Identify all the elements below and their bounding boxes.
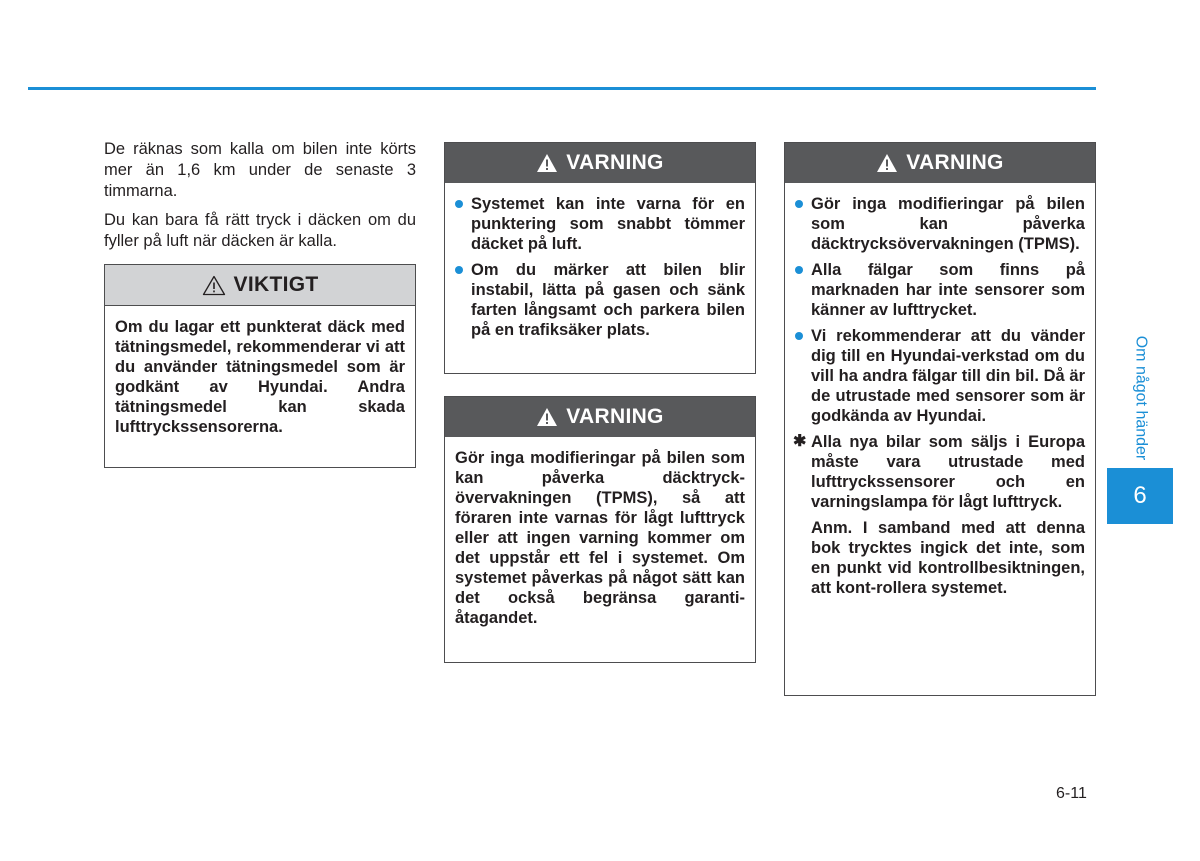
caution-triangle-outline-icon [202, 275, 226, 296]
asterisk-icon: ✱ [793, 433, 807, 450]
warning-body [785, 183, 1095, 608]
remark-text: Anm. I samband med att denna bok trycktes ingick det inte, som en punkt vid kontrollbesiktningen, att kont-rollera systemet. [811, 519, 1085, 597]
star-note [795, 432, 1085, 512]
important-box [104, 264, 416, 468]
warning-title: VARNING [566, 151, 664, 174]
warning-body [445, 183, 755, 356]
warning-triangle-icon [536, 153, 558, 173]
warning-bullet: Om du märker att bilen blir instabil, lätta på gasen och sänk farten långsamt och parkera bilen på en trafiksäker plats. [455, 260, 745, 340]
page-number: 6-11 [1056, 785, 1087, 802]
warning-box [784, 142, 1096, 696]
warning-triangle-icon [876, 153, 898, 173]
warning-bullet: Gör inga modifieringar på bilen som kan påverka däcktrycksövervakningen (TPMS). [795, 194, 1085, 254]
warning-header [445, 143, 755, 183]
warning-bullet: Alla fälgar som finns på marknaden har inte sensorer som känner av lufttrycket. [795, 260, 1085, 320]
chapter-title: Om något händer [1132, 335, 1149, 461]
warning-triangle-icon [536, 407, 558, 427]
star-note-text: Alla nya bilar som säljs i Europa måste vara utrustade med lufttryckssensorer och en varningslampa för lågt lufttryck. [811, 433, 1085, 511]
warning-body: Gör inga modifieringar på bilen som kan påverka däcktryck-övervakningen (TPMS), så att föraren inte varnas för lågt lufttryck eller att ingen varning kommer om det uppstår ett fel i systemet. Om systemet påverkas på något sätt kan det också begränsa garanti-åtagandet. [455, 449, 745, 627]
top-rule [28, 87, 1096, 90]
warning-header [445, 397, 755, 437]
warning-title: VARNING [566, 405, 664, 428]
intro-paragraph: Du kan bara få rätt tryck i däcken om du fyller på luft när däcken är kalla. [104, 211, 416, 250]
warning-box [444, 396, 756, 663]
warning-bullet: Systemet kan inte varna för en punktering som snabbt tömmer däcket på luft. [455, 194, 745, 254]
important-body: Om du lagar ett punkterat däck med tätningsmedel, rekommenderar vi att du använder tätningsmedel som är godkänt av Hyundai. Andra tätningsmedel kan skada lufttryckssensorerna. [115, 318, 405, 436]
warning-box [444, 142, 756, 374]
warning-header [785, 143, 1095, 183]
important-header [105, 265, 415, 306]
chapter-side-label [1108, 328, 1172, 468]
important-title: VIKTIGT [233, 273, 319, 296]
chapter-tab: 6 [1107, 468, 1173, 524]
intro-paragraph: De räknas som kalla om bilen inte körts mer än 1,6 km under de senaste 3 timmarna. [104, 140, 416, 200]
warning-bullet: Vi rekommenderar att du vänder dig till en Hyundai-verkstad om du vill ha andra fälgar till din bil. Då är de utrustade med sensorer som är godkända av Hyundai. [795, 326, 1085, 426]
warning-title: VARNING [906, 151, 1004, 174]
intro-text [104, 139, 416, 260]
